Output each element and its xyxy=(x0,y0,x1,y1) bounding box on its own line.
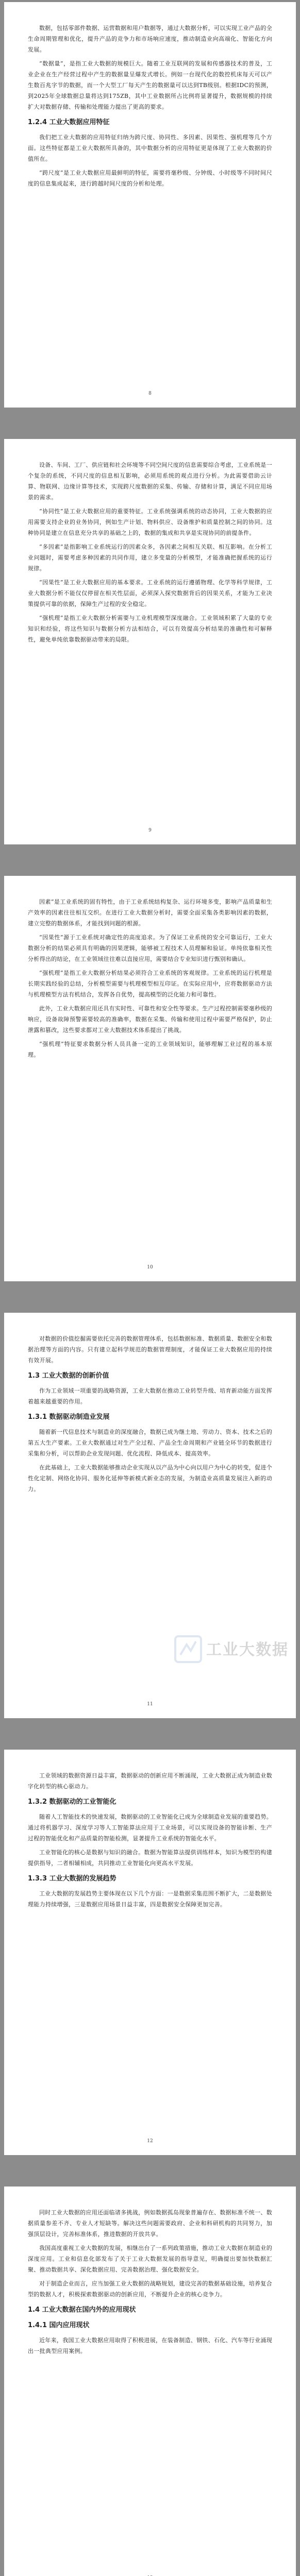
section-heading: 1.4 工业大数据在国内外的应用现状 xyxy=(28,2306,136,2314)
page-number: 10 xyxy=(147,1265,153,1270)
body-paragraph: 我们把工业大数据的应用特征归纳为跨尺度、协同性、多因素、因果性、强机理等几个方面。这些特征都是工业大数据所具备的，其中数据分析的应用特征更是体现了工业大数据的价值所在。 xyxy=(28,134,272,162)
body-paragraph: 设备、车间、工厂、供应链和社会环境等不同空间尺度的信息需要综合考虑，工业系统是一个复杂的系统，不同尺度的信息相互影响，必须用系统的观点进行分析。为此需要借助云计算、物联网、边缘计算等技术，实现跨尺度数据的采集、传输、存储和计算，满足不同应用场景的需求。 xyxy=(28,462,272,501)
page-content xyxy=(28,2207,272,2576)
page xyxy=(4,1313,296,1718)
body-paragraph: 随着新一代信息技术与制造业的深度融合，数据已成为继土地、劳动力、资本、技术之后的第五大生产要素。工业大数据通过对生产全过程、产品全生命周期和产业链全环节的数据进行采集和分析，可以帮助企业发现问题、优化流程、降低成本、提高效率。 xyxy=(28,1429,272,1457)
body-paragraph: 此外，工业大数据应用还具有实时性、可靠性和安全性等要求。生产过程控制需要毫秒级的响应，设备故障预警需要较高的准确率，数据在采集、传输和使用过程中需要严格保护，防止泄露和篡改，这些要求都对工业大数据技术体系提出了挑战。 xyxy=(28,1005,272,1033)
page xyxy=(4,2,296,408)
page-content xyxy=(28,1770,272,2155)
body-paragraph: 随着人工智能技术的快速发展，数据驱动的工业智能化已成为全球制造业发展的重要趋势。通过将机器学习、深度学习等人工智能算法应用于工业场景，可以实现设备的智能诊断、生产过程的智能优化和产品质量的智能检测，显著提升工业系统的智能化水平。 xyxy=(28,1814,272,1842)
section-heading: 1.3.3 工业大数据的发展趋势 xyxy=(28,1875,116,1883)
body-paragraph: 我国高度重视工业大数据的发展，相继出台了一系列政策措施，推动工业大数据在制造业的深度应用。工业和信息化部发布了关于工业大数据发展的指导意见，明确提出要加快数据汇聚、推动数据共享、深化数据应用、完善数据治理、强化数据安全。 xyxy=(28,2245,272,2273)
body-paragraph: “强机理”是指工业大数据分析需要与工业机理模型深度融合。工业领域积累了大量的专业知识和经验，将这些知识与数据分析方法相结合，可以有效提高分析结果的准确性和可解释性，避免单纯依靠数据驱动带来的局限。 xyxy=(28,615,272,643)
body-paragraph: 在此基础上，工业大数据能够推动企业实现从以产品为中心向以用户为中心的转变，促进个性化定制、网络化协同、服务化延伸等新模式新业态的发展，为制造业高质量发展注入新的动力。 xyxy=(28,1464,272,1493)
body-paragraph: 因素”是工业系统的固有特性，由于工业系统结构复杂、运行环境多变，影响产品质量和生产效率的因素往往相互交织。在进行工业大数据分析时，需要全面采集各类影响因素的数据，建立完整的数据体系，才能找到问题的根源。 xyxy=(28,899,272,927)
body-paragraph: 对数据的价值挖掘需要依托完善的数据管理体系，包括数据标准、数据质量、数据安全和数据治理等方面的内容。只有建立起科学规范的数据管理制度，才能保证工业大数据应用的持续有效开展。 xyxy=(28,1335,272,1364)
body-paragraph: 同时工业大数据的应用还面临诸多挑战，例如数据孤岛现象普遍存在、数据标准不统一、数据质量参差不齐、专业人才短缺等。解决这些问题需要政府、企业和科研机构的共同努力，加强顶层设计，完善标准体系，推进数据的开放共享。 xyxy=(28,2209,272,2238)
section-heading: 1.3.2 数据驱动的工业智能化 xyxy=(28,1798,116,1806)
body-paragraph: 工业大数据的发展趋势主要体现在以下几个方面：一是数据采集范围不断扩大，二是数据处理能力持续增强，三是数据应用场景日益丰富，四是数据安全保障更加完善。 xyxy=(28,1890,272,1908)
page-content xyxy=(28,896,272,1281)
page-number: 8 xyxy=(148,391,152,396)
body-paragraph: 近年来，我国工业大数据应用取得了积极进展，在装备制造、钢铁、石化、汽车等行业涌现出一批典型应用案例。 xyxy=(28,2337,272,2354)
body-paragraph: “协同性”是工业大数据应用的重要特征。工业系统强调系统的动态协同，工业大数据的应用需要支持企业的业务协同，例如生产计划、物料供应、设备维护和质量控制之间的协同。这种协同是建立在信息充分共享的基础之上的，数据的集成和共享是实现协同的前提条件。 xyxy=(28,508,272,536)
body-paragraph: 数据，包括零部件数据、运营数据和用户数据等，通过大数据分析，可以实现工业产品的全生命周期管理和优化，提升产品的竞争力和市场响应速度，推动制造业向高端化、智能化方向发展。 xyxy=(28,25,272,53)
body-paragraph: “因果性”源于工业系统对确定性的高度追求。为了保证工业系统的安全可靠运行，工业大数据分析的结果必须具有明确的因果逻辑，能够被工程技术人员理解和验证。单纯依靠相关性分析得出的结论，在工业领域往往难以直接应用，需要结合专业知识进行甄别和确认。 xyxy=(28,934,272,962)
section-heading: 1.3.1 数据驱动制造业发展 xyxy=(28,1413,110,1421)
watermark-graphic xyxy=(174,1632,289,1668)
watermark-logo xyxy=(174,1632,289,1668)
page xyxy=(4,1750,296,2155)
page xyxy=(4,439,296,844)
body-paragraph: “因果性”是工业大数据应用的基本要求。工业系统的运行遵循物理、化学等科学规律，工业大数据分析不能仅仅停留在相关性层面，必须深入探究数据背后的因果关系，才能为工业决策提供可靠的依据，保障生产过程的安全稳定。 xyxy=(28,579,272,607)
page-content xyxy=(28,460,272,844)
page-content xyxy=(28,23,272,408)
body-paragraph: “跨尺度”是工业大数据应用最鲜明的特征，需要将毫秒级、分钟级、小时级等不同时间尺度的信息集成起来，进行跨越时间尺度的分析和处理。 xyxy=(28,170,272,187)
body-paragraph: 对于制造企业而言，应当加强工业大数据的战略规划，建设完善的数据基础设施，培养复合型的数据人才，积极探索数据驱动的创新应用，不断提升企业的核心竞争力。 xyxy=(28,2280,272,2298)
body-paragraph: 工业智能化的核心是数据与知识的融合。数据为智能算法提供训练样本，知识为模型的构建提供指导，二者相辅相成，共同推动工业智能化向更高水平发展。 xyxy=(28,1849,272,1867)
body-paragraph: 工业领域的数据资源日益丰富，数据驱动的创新应用不断涌现，工业大数据正成为制造业数字化转型的核心驱动力。 xyxy=(28,1772,272,1790)
page-number: 12 xyxy=(147,2139,153,2144)
body-paragraph: “多因素”是指影响工业系统运行的因素众多，各因素之间相互关联、相互影响。在分析工业问题时，需要考虑多种因素的共同作用，建立多变量的分析模型，才能准确把握系统的运行规律。 xyxy=(28,544,272,572)
watermark-text: 工业大数据 xyxy=(206,1641,289,1659)
section-heading: 1.3 工业大数据的创新价值 xyxy=(28,1372,109,1380)
section-heading: 1.4.1 国内应用现状 xyxy=(28,2321,90,2329)
section-heading: 1.2.4 工业大数据应用特征 xyxy=(28,118,110,126)
body-paragraph: 作为工业领域一项重要的战略资源，工业大数据在推动工业转型升级、培育新动能方面发挥着越来越重要的作用。 xyxy=(28,1387,272,1405)
page xyxy=(4,2187,296,2576)
body-paragraph: “数据量”，是指工业大数据的规模巨大。随着工业互联网的发展和传感器技术的普及，工业企业在生产经营过程中产生的数据量呈爆发式增长。例如一台现代化的数控机床每天可以产生数百兆字节的数据，而一个大型工厂每天产生的数据量可以达到TB级别。根据IDC的预测，到2025年全球数据总量将达到175ZB，其中工业数据所占比例将显著提升，数据规模的持续扩大对数据存储、传输和处理能力提出了更高的要求。 xyxy=(28,60,272,110)
page-number: 11 xyxy=(147,1702,153,1707)
body-paragraph: “强机理”是指工业大数据分析结果必须符合工业系统的客观规律。工业系统的运行机理是长期实践经验的总结，分析模型需要与机理模型相互印证。在实际应用中，应将数据驱动方法与机理模型方法有机结合，发挥各自优势，提高模型的泛化能力和可靠性。 xyxy=(28,970,272,998)
page xyxy=(4,876,296,1281)
page-number: 9 xyxy=(148,828,152,833)
body-paragraph: “强机理”特征要求数据分析人员具备一定的工业领域知识，能够理解工业过程的基本原理。 xyxy=(28,1041,272,1058)
